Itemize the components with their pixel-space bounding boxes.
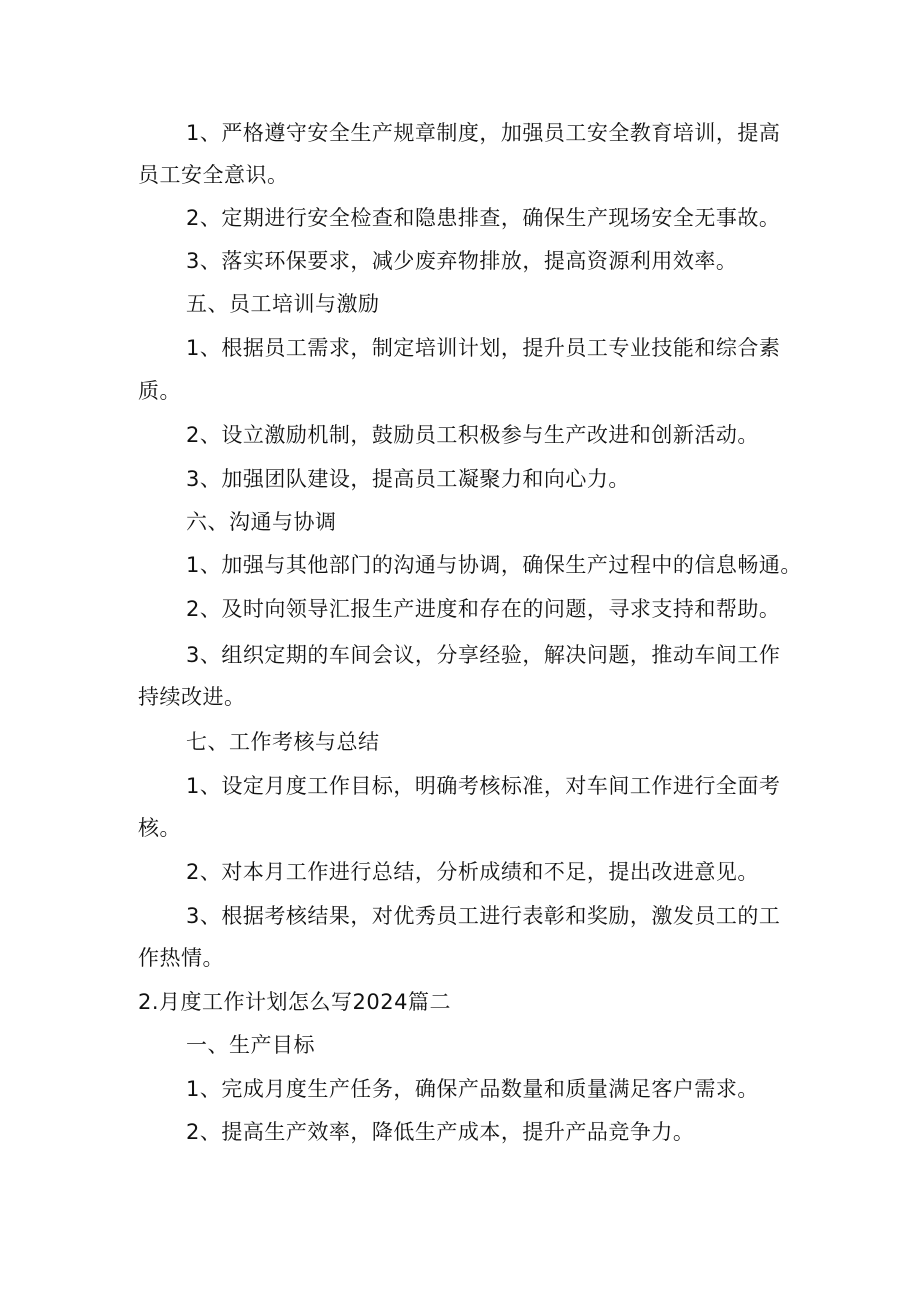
paragraph-line: 2、提高生产效率，降低生产成本，提升产品竞争力。 [186,1120,695,1144]
paragraph-line: 1、加强与其他部门的沟通与协调，确保生产过程中的信息畅通。 [186,553,802,577]
section-heading: 七、工作考核与总结 [186,730,380,754]
paragraph-line: 持续改进。 [138,685,246,709]
paragraph-line: 2、设立激励机制，鼓励员工积极参与生产改进和创新活动。 [186,423,759,447]
paragraph-line: 2、及时向领导汇报生产进度和存在的问题，寻求支持和帮助。 [186,597,781,621]
paragraph-line: 2、定期进行安全检查和隐患排查，确保生产现场安全无事故。 [186,206,781,230]
paragraph-line: 质。 [138,379,181,403]
paragraph-line: 1、完成月度生产任务，确保产品数量和质量满足客户需求。 [186,1077,759,1101]
document-heading: 2.月度工作计划怎么写2024篇二 [138,990,451,1014]
paragraph-line: 1、设定月度工作目标，明确考核标准，对车间工作进行全面考 [186,774,781,798]
paragraph-line: 3、组织定期的车间会议，分享经验，解决问题，推动车间工作 [186,643,781,667]
paragraph-line: 核。 [138,816,181,840]
paragraph-line: 作热情。 [138,946,224,970]
paragraph-line: 3、加强团队建设，提高员工凝聚力和向心力。 [186,467,630,491]
section-heading: 五、员工培训与激励 [186,292,380,316]
paragraph-line: 1、根据员工需求，制定培训计划，提升员工专业技能和综合素 [186,336,781,360]
section-heading: 六、沟通与协调 [186,510,337,534]
paragraph-line: 3、落实环保要求，减少废弃物排放，提高资源利用效率。 [186,249,738,273]
paragraph-line: 1、严格遵守安全生产规章制度，加强员工安全教育培训，提高 [186,121,781,145]
paragraph-line: 员工安全意识。 [138,163,289,187]
paragraph-line: 3、根据考核结果，对优秀员工进行表彰和奖励，激发员工的工 [186,904,781,928]
section-heading: 一、生产目标 [186,1033,315,1057]
paragraph-line: 2、对本月工作进行总结，分析成绩和不足，提出改进意见。 [186,860,759,884]
